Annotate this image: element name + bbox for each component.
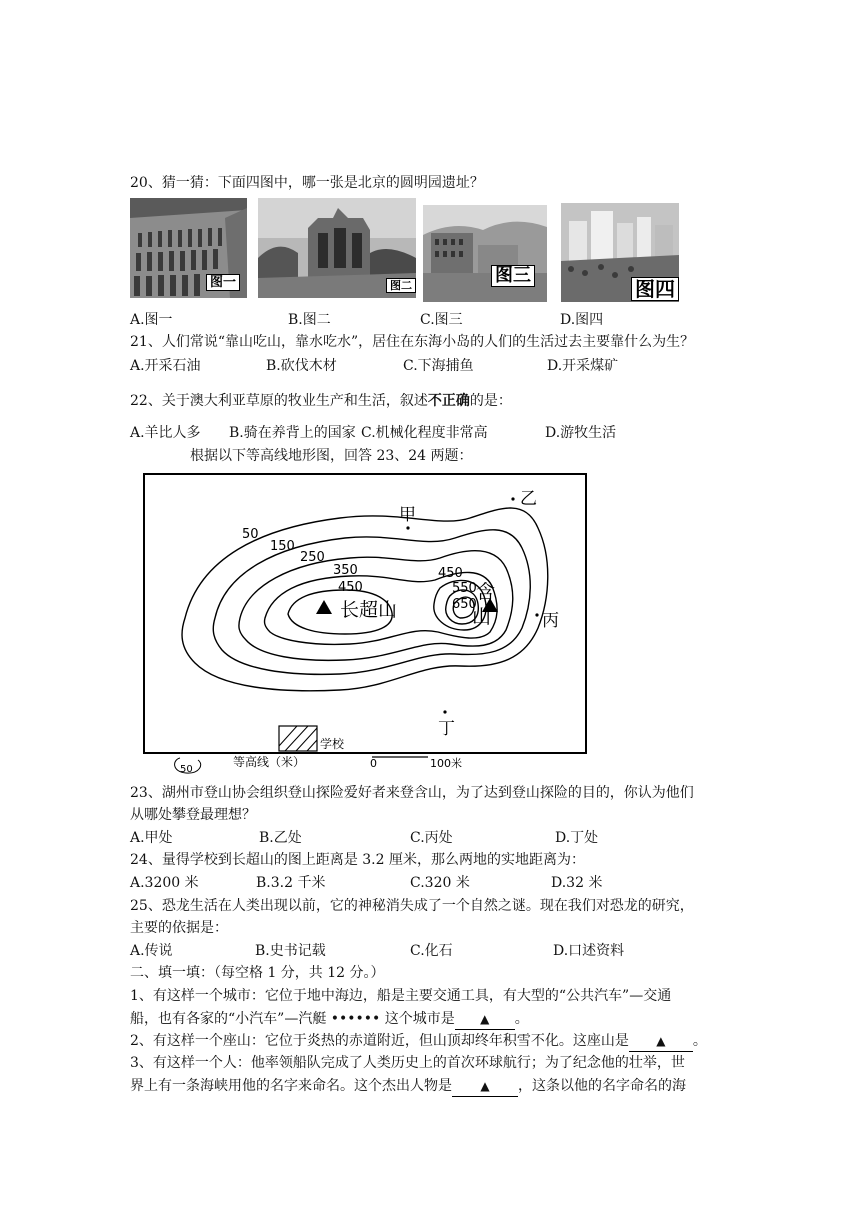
q25-option-d[interactable]: D.口述资料 xyxy=(553,943,625,959)
fill3-end: ，这条以他的名字命名的海 xyxy=(518,1078,686,1094)
scale-zero: 0 xyxy=(370,757,377,770)
fill2-blank[interactable]: ▲ xyxy=(629,1031,693,1052)
fill2-text: 2、有这样一个座山：它位于炎热的赤道附近，但山顶却终年积雪不化。这座山是 xyxy=(130,1033,629,1049)
q24-option-b[interactable]: B.3.2 千米 xyxy=(256,875,326,891)
q24-option-a[interactable]: A.3200 米 xyxy=(130,875,199,891)
contour-label-50: 50 xyxy=(242,527,259,542)
place-bing-dot xyxy=(535,613,538,616)
q23-text-2: 从哪处攀登最理想？ xyxy=(130,807,256,823)
contour-label-250: 250 xyxy=(300,550,325,565)
fill1-line2 xyxy=(130,1009,529,1030)
legend-contour-text: 等高线（米） xyxy=(233,755,306,769)
fill1-line1: 1、有这样一个城市：它位于地中海边，船是主要交通工具，有大型的“公共汽车”—交通 xyxy=(130,988,672,1004)
figure-4-label: 图四 xyxy=(631,277,679,301)
contour-label-550: 550 xyxy=(452,581,477,596)
contour-label-450-west: 450 xyxy=(338,580,363,595)
contour-map xyxy=(140,468,595,778)
q23-option-a[interactable]: A.甲处 xyxy=(130,830,173,846)
figure-1-image xyxy=(130,198,247,298)
q25-option-a[interactable]: A.传说 xyxy=(130,943,173,959)
q25-text-1: 25、恐龙生活在人类出现以前，它的神秘消失成了一个自然之谜。现在我们对恐龙的研究， xyxy=(130,898,694,914)
fill2-line xyxy=(130,1031,707,1052)
q23-option-d[interactable]: D.丁处 xyxy=(555,830,599,846)
contour-label-150: 150 xyxy=(270,539,295,554)
q22-option-a[interactable]: A.羊比人多 xyxy=(130,425,201,441)
figure-2-label: 图二 xyxy=(386,278,416,293)
q24-option-c[interactable]: C.320 米 xyxy=(410,875,470,891)
school-symbol-icon xyxy=(279,726,317,751)
place-bing: 丙 xyxy=(542,611,559,631)
q22-text-before: 22、关于澳大利亚草原的牧业生产和生活，叙述 xyxy=(130,393,428,409)
fill1-end: 。 xyxy=(514,1011,529,1027)
fill3-blank[interactable]: ▲ xyxy=(452,1076,518,1097)
contour-label-650: 650 xyxy=(452,597,477,612)
place-yi: 乙 xyxy=(520,489,537,509)
map-intro: 根据以下等高线地形图，回答 23、24 两题： xyxy=(190,448,473,464)
contour-label-450-east: 450 xyxy=(438,566,463,581)
q21-option-b[interactable]: B.砍伐木材 xyxy=(266,358,337,374)
contour-label-350: 350 xyxy=(333,563,358,578)
place-jia-dot xyxy=(406,526,409,529)
place-yi-dot xyxy=(511,497,514,500)
figure-4-image xyxy=(561,203,679,302)
peak-shan-label: 山 xyxy=(472,606,492,628)
q22-emphasis: 不正确 xyxy=(427,393,470,409)
q21-text: 21、人们常说“靠山吃山，靠水吃水”，居住在东海小岛的人们的生活过去主要靠什么为生？ xyxy=(130,334,695,350)
q22-option-b[interactable]: B.骑在养背上的国家 xyxy=(229,425,356,441)
place-ding: 丁 xyxy=(438,719,455,739)
q23-option-c[interactable]: C.丙处 xyxy=(410,830,453,846)
legend-school: 学校 xyxy=(320,737,345,751)
q20-option-c[interactable]: C.图三 xyxy=(420,312,463,328)
fill3-line1: 3、有这样一个人：他率领船队完成了人类历史上的首次环球航行；为了纪念他的壮举，世 xyxy=(130,1055,685,1071)
peak-changchao-label: 长超山 xyxy=(340,599,398,621)
figure-3-label: 图三 xyxy=(491,265,535,287)
q23-text-1: 23、湖州市登山协会组织登山探险爱好者来登含山，为了达到登山探险的目的，你认为他们 xyxy=(130,785,694,801)
fill3-line2 xyxy=(130,1076,686,1097)
q20-text: 20、猜一猜：下面四图中，哪一张是北京的圆明园遗址？ xyxy=(130,175,484,191)
fill1-blank[interactable]: ▲ xyxy=(455,1009,515,1030)
legend-contour-value: 50 xyxy=(180,764,193,775)
place-jia: 甲 xyxy=(399,505,416,525)
scale-text: 100米 xyxy=(430,757,462,770)
q21-option-a[interactable]: A.开采石油 xyxy=(130,358,201,374)
place-ding-dot xyxy=(443,710,446,713)
q24-option-d[interactable]: D.32 米 xyxy=(551,875,603,891)
figure-1-label: 图一 xyxy=(206,274,240,291)
q22-text-after: 的是： xyxy=(469,393,512,409)
q20-option-b[interactable]: B.图二 xyxy=(288,312,331,328)
peak-triangle-icon xyxy=(316,600,332,614)
q25-option-b[interactable]: B.史书记载 xyxy=(255,943,326,959)
q22-option-d[interactable]: D.游牧生活 xyxy=(545,425,617,441)
figure-3-image xyxy=(423,205,547,302)
section2-heading: 二、填一填：（每空格 1 分，共 12 分。） xyxy=(130,965,385,981)
fill2-end: 。 xyxy=(692,1033,707,1049)
q22-text xyxy=(130,391,512,411)
q25-option-c[interactable]: C.化石 xyxy=(410,943,453,959)
q25-text-2: 主要的依据是： xyxy=(130,920,228,936)
q20-option-d[interactable]: D.图四 xyxy=(560,312,604,328)
q23-option-b[interactable]: B.乙处 xyxy=(259,830,302,846)
fill3-text: 界上有一条海峡用他的名字来命名。这个杰出人物是 xyxy=(130,1078,452,1094)
figure-2-image xyxy=(258,198,416,298)
fill1-text: 船，也有各家的“小汽车”—汽艇 •••••• 这个城市是 xyxy=(130,1011,455,1027)
building-photo xyxy=(423,205,547,302)
q21-option-c[interactable]: C.下海捕鱼 xyxy=(403,358,474,374)
q20-option-a[interactable]: A.图一 xyxy=(130,312,173,328)
q22-option-c[interactable]: C.机械化程度非常高 xyxy=(361,425,488,441)
peak-han-label: 含 xyxy=(476,581,496,603)
q24-text: 24、量得学校到长超山的图上距离是 3.2 厘米，那么两地的实地距离为： xyxy=(130,852,585,868)
q21-option-d[interactable]: D.开采煤矿 xyxy=(547,358,619,374)
